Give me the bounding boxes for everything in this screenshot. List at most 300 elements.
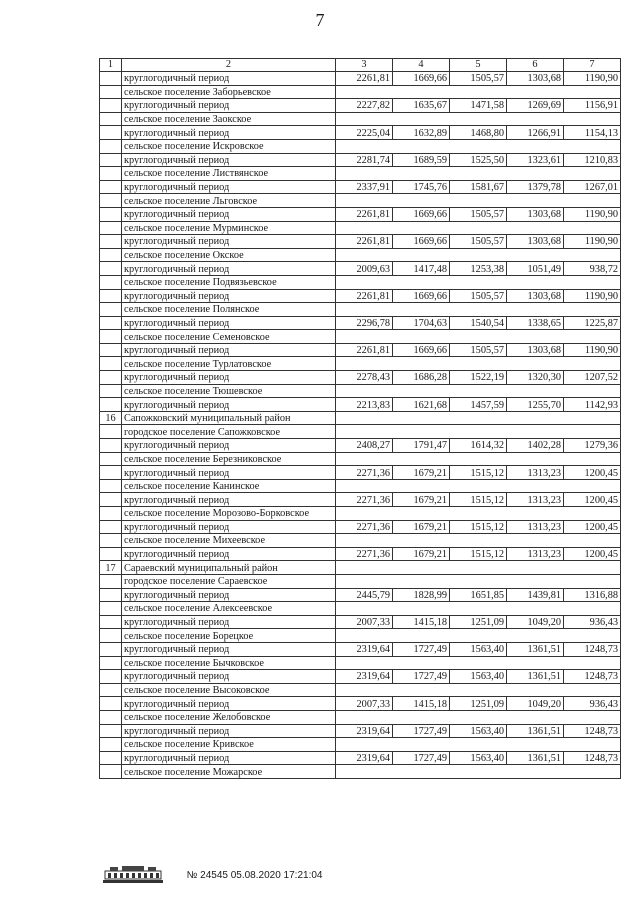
empty-span-cell [336, 167, 621, 181]
value-cell: 2408,27 [336, 439, 393, 453]
table-row-settlement [100, 275, 621, 289]
value-cell: 1522,19 [450, 371, 507, 385]
value-cell: 936,43 [564, 615, 621, 629]
empty-span-cell [336, 194, 621, 208]
row-number-cell [100, 670, 122, 684]
value-cell: 2271,36 [336, 547, 393, 561]
table-row-period [100, 289, 621, 303]
value-cell: 1505,57 [450, 207, 507, 221]
name-cell: сельское поселение Морозово-Борковское [122, 507, 336, 521]
value-cell: 1266,91 [507, 126, 564, 140]
period-label-cell: круглогодичный период [122, 262, 336, 276]
table-row-settlement [100, 683, 621, 697]
value-cell: 1515,12 [450, 466, 507, 480]
name-cell: сельское поселение Высоковское [122, 683, 336, 697]
table-row-settlement [100, 248, 621, 262]
row-number-cell [100, 289, 122, 303]
table-row-period [100, 439, 621, 453]
value-cell: 1316,88 [564, 588, 621, 602]
row-number-cell [100, 479, 122, 493]
row-number-cell [100, 207, 122, 221]
value-cell: 1190,90 [564, 343, 621, 357]
row-number-cell [100, 493, 122, 507]
period-label-cell: круглогодичный период [122, 642, 336, 656]
empty-span-cell [336, 574, 621, 588]
value-cell: 1255,70 [507, 398, 564, 412]
period-label-cell: круглогодичный период [122, 316, 336, 330]
value-cell: 1745,76 [393, 180, 450, 194]
row-number-cell: 16 [100, 411, 122, 425]
name-cell: сельское поселение Борецкое [122, 629, 336, 643]
value-cell: 1563,40 [450, 724, 507, 738]
table-row-settlement [100, 167, 621, 181]
period-label-cell: круглогодичный период [122, 72, 336, 86]
value-cell: 1614,32 [450, 439, 507, 453]
value-cell: 1248,73 [564, 642, 621, 656]
empty-span-cell [336, 656, 621, 670]
table-row-district [100, 411, 621, 425]
value-cell: 2271,36 [336, 466, 393, 480]
name-cell: сельское поселение Листвянское [122, 167, 336, 181]
value-cell: 938,72 [564, 262, 621, 276]
table-row-period [100, 153, 621, 167]
value-cell: 1142,93 [564, 398, 621, 412]
period-label-cell: круглогодичный период [122, 493, 336, 507]
value-cell: 2261,81 [336, 289, 393, 303]
row-number-cell [100, 343, 122, 357]
table-row-settlement [100, 479, 621, 493]
value-cell: 1248,73 [564, 670, 621, 684]
period-label-cell: круглогодичный период [122, 398, 336, 412]
name-cell: сельское поселение Мурминское [122, 221, 336, 235]
table-row-period [100, 547, 621, 561]
table-row-period [100, 343, 621, 357]
value-cell: 2271,36 [336, 493, 393, 507]
period-label-cell: круглогодичный период [122, 343, 336, 357]
row-number-cell [100, 656, 122, 670]
row-number-cell [100, 534, 122, 548]
registry-logo [102, 864, 164, 887]
row-number-cell [100, 615, 122, 629]
value-cell: 1210,83 [564, 153, 621, 167]
row-number-cell [100, 629, 122, 643]
name-cell: сельское поселение Канинское [122, 479, 336, 493]
period-label-cell: круглогодичный период [122, 588, 336, 602]
value-cell: 1669,66 [393, 343, 450, 357]
table-row-settlement [100, 85, 621, 99]
column-header: 1 [100, 59, 122, 72]
value-cell: 1251,09 [450, 697, 507, 711]
table-row-period [100, 72, 621, 86]
value-cell: 1269,69 [507, 99, 564, 113]
empty-span-cell [336, 275, 621, 289]
column-header: 2 [122, 59, 336, 72]
table-row-period [100, 493, 621, 507]
name-cell: сельское поселение Заборьевское [122, 85, 336, 99]
value-cell: 1190,90 [564, 235, 621, 249]
table-row-settlement [100, 452, 621, 466]
period-label-cell: круглогодичный период [122, 466, 336, 480]
value-cell: 1679,21 [393, 466, 450, 480]
row-number-cell [100, 697, 122, 711]
value-cell: 1505,57 [450, 72, 507, 86]
row-number-cell [100, 642, 122, 656]
table-row-settlement [100, 330, 621, 344]
period-label-cell: круглогодичный период [122, 126, 336, 140]
value-cell: 1248,73 [564, 751, 621, 765]
value-cell: 1669,66 [393, 235, 450, 249]
value-cell: 1190,90 [564, 207, 621, 221]
value-cell: 1200,45 [564, 520, 621, 534]
table-row-settlement [100, 139, 621, 153]
row-number-cell [100, 262, 122, 276]
row-number-cell [100, 303, 122, 317]
value-cell: 1727,49 [393, 751, 450, 765]
row-number-cell [100, 588, 122, 602]
period-label-cell: круглогодичный период [122, 99, 336, 113]
table-row-settlement [100, 112, 621, 126]
empty-span-cell [336, 411, 621, 425]
empty-span-cell [336, 139, 621, 153]
value-cell: 1303,68 [507, 72, 564, 86]
name-cell: сельское поселение Кривское [122, 738, 336, 752]
value-cell: 2319,64 [336, 751, 393, 765]
period-label-cell: круглогодичный период [122, 547, 336, 561]
row-number-cell [100, 221, 122, 235]
table-row-period [100, 180, 621, 194]
value-cell: 1515,12 [450, 493, 507, 507]
empty-span-cell [336, 330, 621, 344]
empty-span-cell [336, 710, 621, 724]
value-cell: 1635,67 [393, 99, 450, 113]
empty-span-cell [336, 683, 621, 697]
value-cell: 2007,33 [336, 615, 393, 629]
empty-span-cell [336, 602, 621, 616]
value-cell: 1207,52 [564, 371, 621, 385]
value-cell: 1563,40 [450, 642, 507, 656]
empty-span-cell [336, 452, 621, 466]
period-label-cell: круглогодичный период [122, 289, 336, 303]
value-cell: 1679,21 [393, 547, 450, 561]
name-cell: сельское поселение Полянское [122, 303, 336, 317]
row-number-cell [100, 357, 122, 371]
row-number-cell [100, 99, 122, 113]
name-cell: сельское поселение Заокское [122, 112, 336, 126]
row-number-cell [100, 85, 122, 99]
row-number-cell [100, 765, 122, 779]
table-row-period [100, 615, 621, 629]
value-cell: 1303,68 [507, 207, 564, 221]
value-cell: 1379,78 [507, 180, 564, 194]
value-cell: 1361,51 [507, 642, 564, 656]
name-cell: сельское поселение Льговское [122, 194, 336, 208]
empty-span-cell [336, 479, 621, 493]
name-cell: сельское поселение Бычковское [122, 656, 336, 670]
value-cell: 1303,68 [507, 235, 564, 249]
table-row-settlement [100, 629, 621, 643]
value-cell: 2225,04 [336, 126, 393, 140]
row-number-cell [100, 330, 122, 344]
row-number-cell [100, 248, 122, 262]
period-label-cell: круглогодичный период [122, 670, 336, 684]
table-row-settlement [100, 221, 621, 235]
row-number-cell [100, 738, 122, 752]
row-number-cell [100, 112, 122, 126]
value-cell: 1791,47 [393, 439, 450, 453]
name-cell: сельское поселение Окское [122, 248, 336, 262]
empty-span-cell [336, 534, 621, 548]
value-cell: 2261,81 [336, 72, 393, 86]
table-row-period [100, 371, 621, 385]
table-row-period [100, 398, 621, 412]
row-number-cell [100, 371, 122, 385]
value-cell: 2213,83 [336, 398, 393, 412]
table-row-settlement [100, 357, 621, 371]
row-number-cell [100, 180, 122, 194]
row-number-cell [100, 139, 122, 153]
empty-span-cell [336, 561, 621, 575]
value-cell: 1323,61 [507, 153, 564, 167]
table-row-period [100, 466, 621, 480]
value-cell: 1313,23 [507, 466, 564, 480]
table-row-settlement [100, 602, 621, 616]
row-number-cell [100, 72, 122, 86]
value-cell: 1669,66 [393, 72, 450, 86]
table-row-settlement [100, 738, 621, 752]
name-cell: сельское поселение Березниковское [122, 452, 336, 466]
tariff-table [99, 58, 621, 779]
row-number-cell [100, 724, 122, 738]
row-number-cell [100, 574, 122, 588]
registration-stamp: № 24545 05.08.2020 17:21:04 [186, 870, 323, 881]
value-cell: 2261,81 [336, 343, 393, 357]
value-cell: 1563,40 [450, 670, 507, 684]
period-label-cell: круглогодичный период [122, 153, 336, 167]
row-number-cell [100, 194, 122, 208]
row-number-cell [100, 425, 122, 439]
table-row-settlement [100, 384, 621, 398]
value-cell: 1313,23 [507, 493, 564, 507]
value-cell: 1686,28 [393, 371, 450, 385]
period-label-cell: круглогодичный период [122, 207, 336, 221]
value-cell: 2227,82 [336, 99, 393, 113]
name-cell: сельское поселение Михеевское [122, 534, 336, 548]
value-cell: 1417,48 [393, 262, 450, 276]
table-row-period [100, 724, 621, 738]
row-number-cell [100, 602, 122, 616]
empty-span-cell [336, 221, 621, 235]
empty-span-cell [336, 738, 621, 752]
value-cell: 1505,57 [450, 235, 507, 249]
value-cell: 1415,18 [393, 697, 450, 711]
name-cell: сельское поселение Алексеевское [122, 602, 336, 616]
value-cell: 1225,87 [564, 316, 621, 330]
name-cell: сельское поселение Турлатовское [122, 357, 336, 371]
table-row-settlement [100, 765, 621, 779]
table-row-period [100, 697, 621, 711]
name-cell: сельское поселение Желобовское [122, 710, 336, 724]
value-cell: 2261,81 [336, 235, 393, 249]
value-cell: 1049,20 [507, 615, 564, 629]
empty-span-cell [336, 357, 621, 371]
name-cell: сельское поселение Семеновское [122, 330, 336, 344]
column-header: 7 [564, 59, 621, 72]
period-label-cell: круглогодичный период [122, 615, 336, 629]
row-number-cell [100, 316, 122, 330]
value-cell: 1689,59 [393, 153, 450, 167]
name-cell: сельское поселение Искровское [122, 139, 336, 153]
table-header-row [100, 59, 621, 72]
value-cell: 2296,78 [336, 316, 393, 330]
row-number-cell [100, 520, 122, 534]
value-cell: 1402,28 [507, 439, 564, 453]
value-cell: 1581,67 [450, 180, 507, 194]
table-row-settlement [100, 534, 621, 548]
value-cell: 1190,90 [564, 289, 621, 303]
row-number-cell [100, 710, 122, 724]
table-row-period [100, 520, 621, 534]
row-number-cell [100, 384, 122, 398]
value-cell: 2445,79 [336, 588, 393, 602]
period-label-cell: круглогодичный период [122, 697, 336, 711]
period-label-cell: круглогодичный период [122, 371, 336, 385]
value-cell: 2337,91 [336, 180, 393, 194]
table-row-settlement [100, 656, 621, 670]
column-header: 6 [507, 59, 564, 72]
row-number-cell [100, 466, 122, 480]
value-cell: 1051,49 [507, 262, 564, 276]
table-row-period [100, 126, 621, 140]
value-cell: 1415,18 [393, 615, 450, 629]
value-cell: 1515,12 [450, 547, 507, 561]
value-cell: 1505,57 [450, 289, 507, 303]
table-row-period [100, 207, 621, 221]
value-cell: 1439,81 [507, 588, 564, 602]
table-row-settlement [100, 574, 621, 588]
value-cell: 1632,89 [393, 126, 450, 140]
name-cell: сельское поселение Тюшевское [122, 384, 336, 398]
table-row-period [100, 588, 621, 602]
value-cell: 1320,30 [507, 371, 564, 385]
column-header: 4 [393, 59, 450, 72]
table-row-period [100, 99, 621, 113]
empty-span-cell [336, 384, 621, 398]
empty-span-cell [336, 303, 621, 317]
value-cell: 1313,23 [507, 547, 564, 561]
value-cell: 1303,68 [507, 289, 564, 303]
period-label-cell: круглогодичный период [122, 520, 336, 534]
value-cell: 1248,73 [564, 724, 621, 738]
value-cell: 1669,66 [393, 207, 450, 221]
table-row-period [100, 235, 621, 249]
row-number-cell [100, 398, 122, 412]
row-number-cell [100, 126, 122, 140]
table-row-settlement [100, 710, 621, 724]
table-row-district [100, 561, 621, 575]
table-row-period [100, 670, 621, 684]
value-cell: 1200,45 [564, 547, 621, 561]
value-cell: 1727,49 [393, 724, 450, 738]
period-label-cell: круглогодичный период [122, 751, 336, 765]
value-cell: 2278,43 [336, 371, 393, 385]
value-cell: 1338,65 [507, 316, 564, 330]
value-cell: 1200,45 [564, 493, 621, 507]
table-row-period [100, 316, 621, 330]
name-cell: Сапожковский муниципальный район [122, 411, 336, 425]
value-cell: 1279,36 [564, 439, 621, 453]
value-cell: 1361,51 [507, 724, 564, 738]
table-row-period [100, 642, 621, 656]
value-cell: 2319,64 [336, 642, 393, 656]
value-cell: 1525,50 [450, 153, 507, 167]
value-cell: 1651,85 [450, 588, 507, 602]
value-cell: 1727,49 [393, 670, 450, 684]
value-cell: 1313,23 [507, 520, 564, 534]
column-header: 5 [450, 59, 507, 72]
value-cell: 2319,64 [336, 724, 393, 738]
row-number-cell [100, 439, 122, 453]
value-cell: 1253,38 [450, 262, 507, 276]
value-cell: 1190,90 [564, 72, 621, 86]
table-row-period [100, 751, 621, 765]
value-cell: 1251,09 [450, 615, 507, 629]
empty-span-cell [336, 425, 621, 439]
period-label-cell: круглогодичный период [122, 180, 336, 194]
empty-span-cell [336, 85, 621, 99]
name-cell: городское поселение Сапожковское [122, 425, 336, 439]
value-cell: 1361,51 [507, 751, 564, 765]
empty-span-cell [336, 112, 621, 126]
value-cell: 1828,99 [393, 588, 450, 602]
value-cell: 1049,20 [507, 697, 564, 711]
value-cell: 2271,36 [336, 520, 393, 534]
value-cell: 2007,33 [336, 697, 393, 711]
row-number-cell [100, 275, 122, 289]
table-row-settlement [100, 507, 621, 521]
value-cell: 1468,80 [450, 126, 507, 140]
table-row-period [100, 262, 621, 276]
empty-span-cell [336, 629, 621, 643]
value-cell: 1200,45 [564, 466, 621, 480]
value-cell: 2009,63 [336, 262, 393, 276]
value-cell: 1727,49 [393, 642, 450, 656]
table-row-settlement [100, 425, 621, 439]
name-cell: сельское поселение Подвязьевское [122, 275, 336, 289]
value-cell: 1621,68 [393, 398, 450, 412]
page-number: 7 [315, 10, 325, 30]
row-number-cell [100, 167, 122, 181]
period-label-cell: круглогодичный период [122, 235, 336, 249]
table-row-settlement [100, 194, 621, 208]
empty-span-cell [336, 507, 621, 521]
empty-span-cell [336, 765, 621, 779]
empty-span-cell [336, 248, 621, 262]
value-cell: 2281,74 [336, 153, 393, 167]
row-number-cell [100, 153, 122, 167]
value-cell: 2319,64 [336, 670, 393, 684]
value-cell: 1704,63 [393, 316, 450, 330]
value-cell: 1505,57 [450, 343, 507, 357]
table-row-settlement [100, 303, 621, 317]
value-cell: 1267,01 [564, 180, 621, 194]
value-cell: 1361,51 [507, 670, 564, 684]
row-number-cell [100, 452, 122, 466]
value-cell: 1471,58 [450, 99, 507, 113]
row-number-cell [100, 683, 122, 697]
value-cell: 1457,59 [450, 398, 507, 412]
value-cell: 1156,91 [564, 99, 621, 113]
value-cell: 1563,40 [450, 751, 507, 765]
